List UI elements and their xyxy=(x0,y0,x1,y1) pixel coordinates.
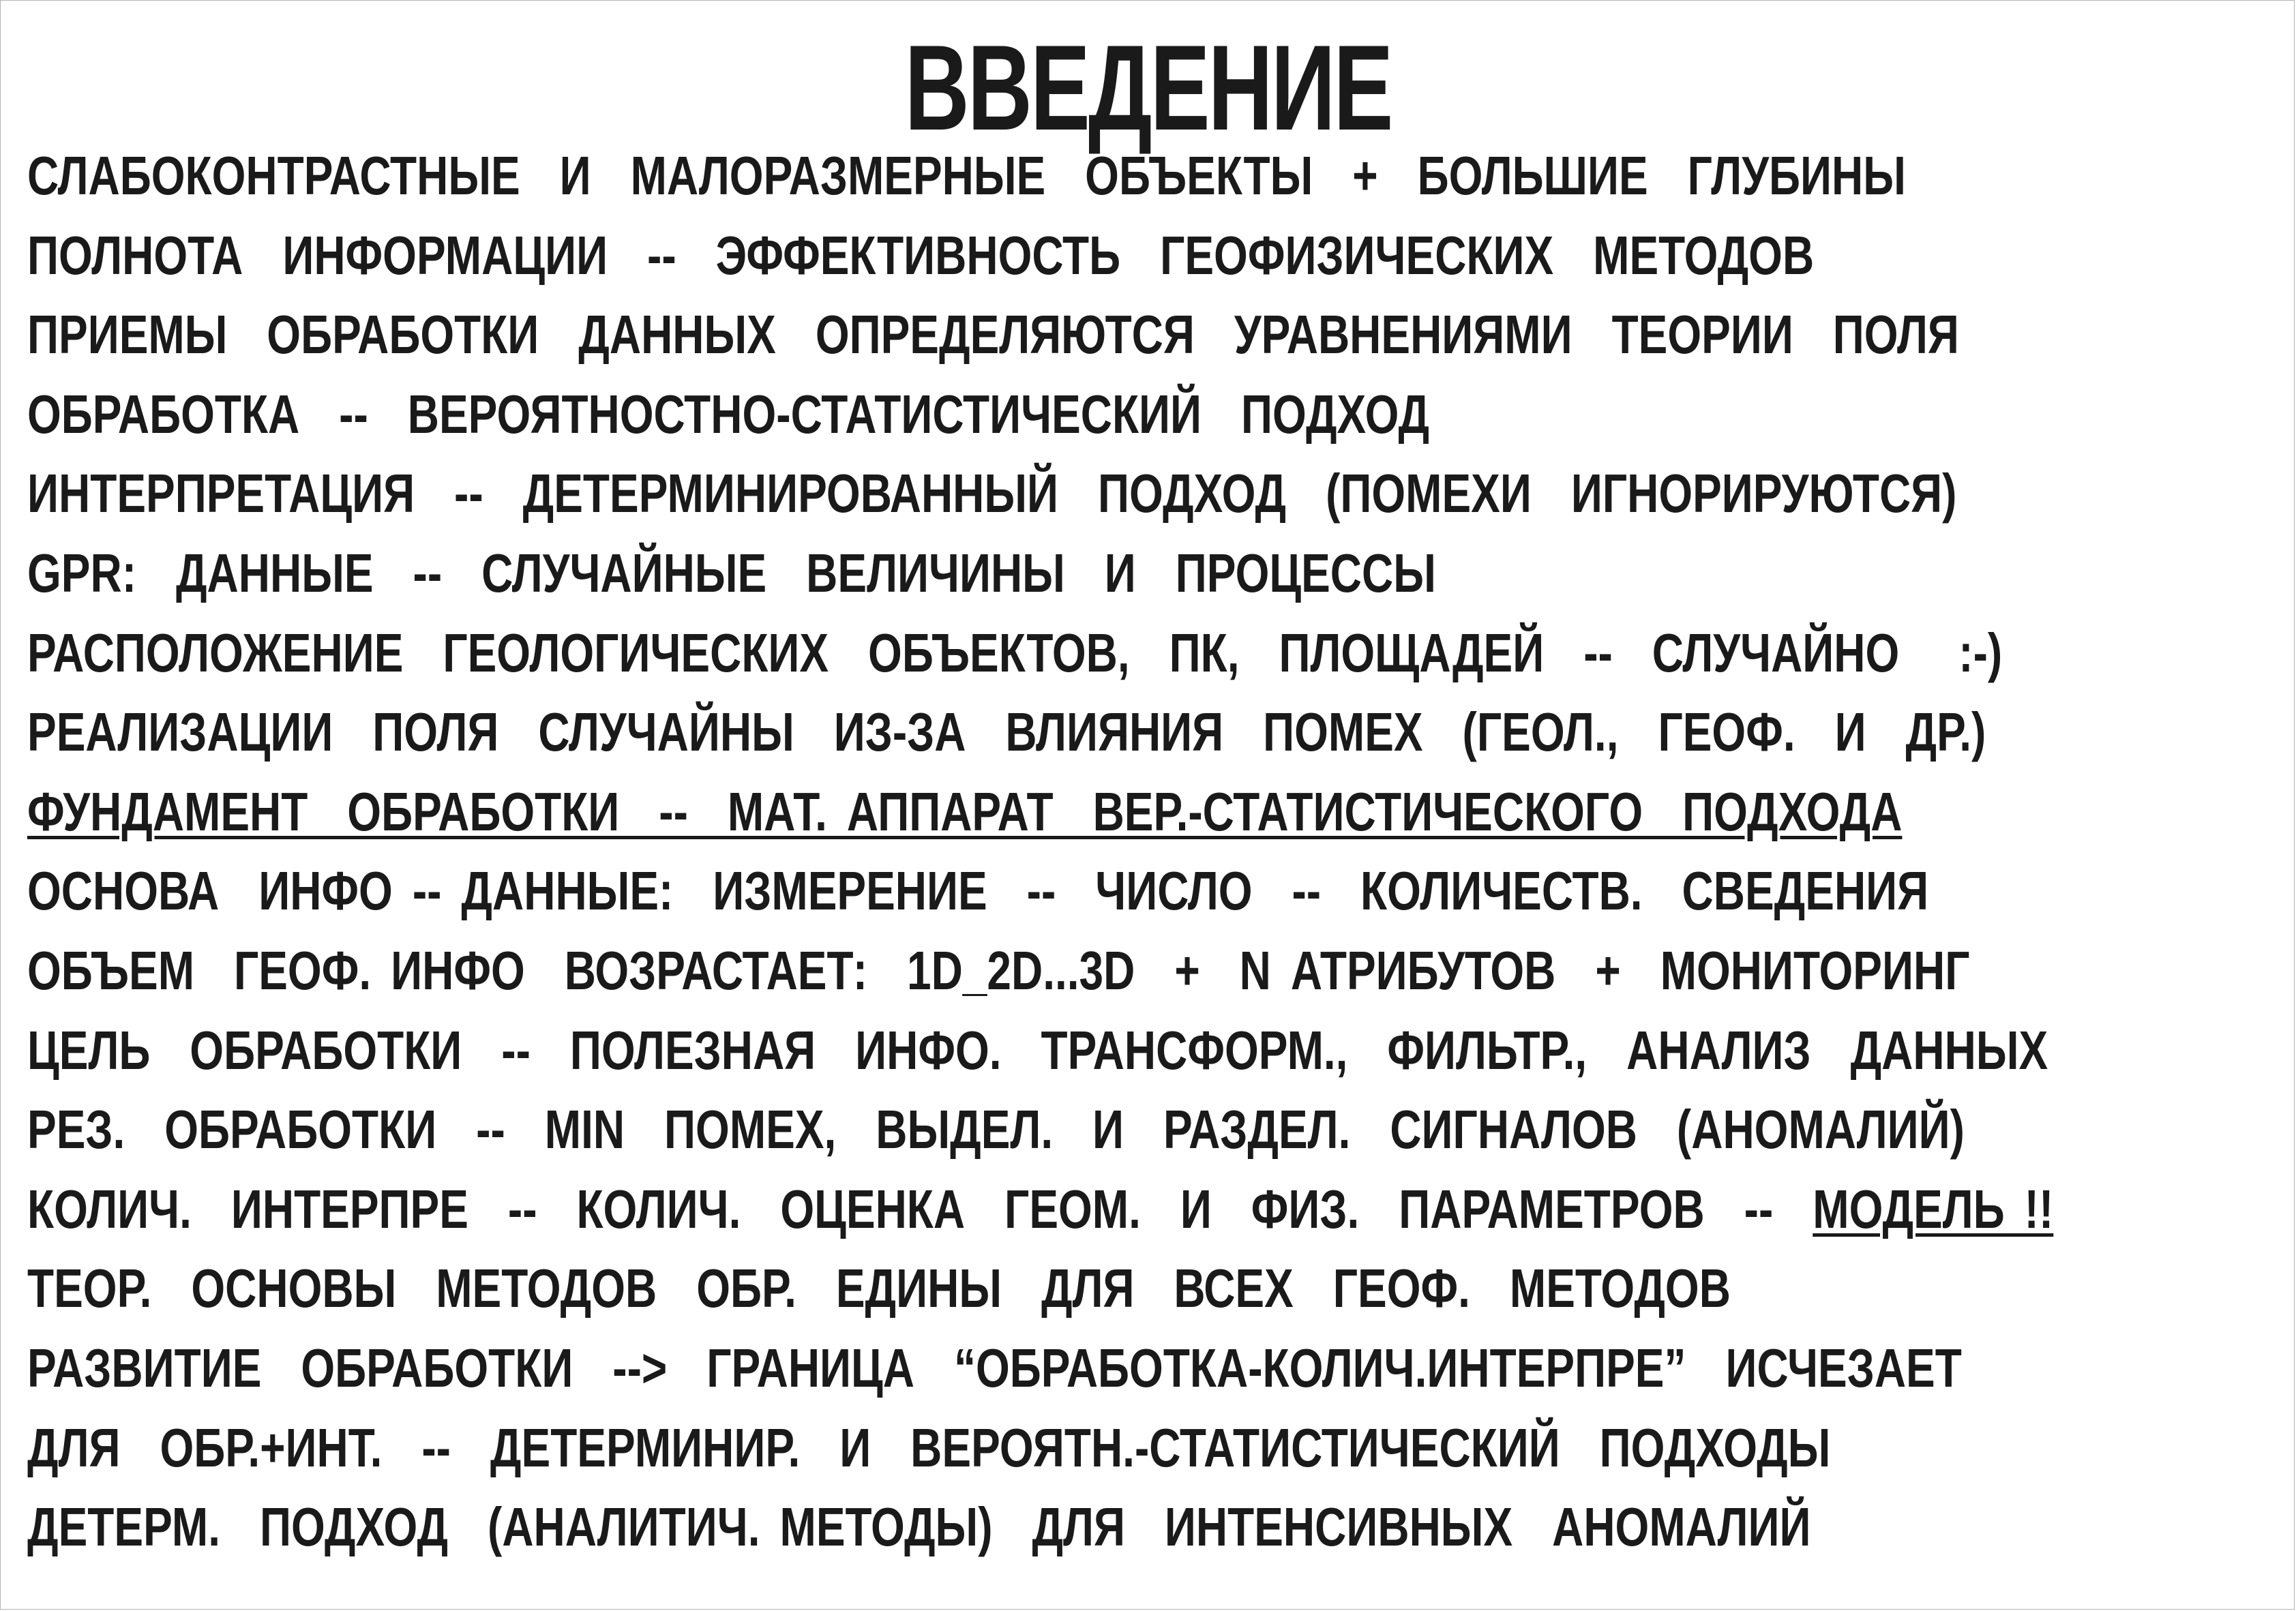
text-line xyxy=(27,852,2291,931)
text-line xyxy=(27,375,2291,455)
text-line xyxy=(27,295,2291,375)
model-emphasis: МОДЕЛЬ !! xyxy=(1813,1178,2054,1239)
text-line xyxy=(27,454,2291,534)
text-line xyxy=(27,1249,2291,1329)
line-text: КОЛИЧ. ИНТЕРПРЕ -- КОЛИЧ. ОЦЕНКА ГЕОМ. И ФИЗ. ПАРАМЕТРОВ -- xyxy=(27,1178,1813,1239)
text-line xyxy=(27,1011,2291,1091)
line-text: ЦЕЛЬ ОБРАБОТКИ -- ПОЛЕЗНАЯ ИНФО. ТРАНСФОРМ., ФИЛЬТР., АНАЛИЗ ДАННЫХ xyxy=(27,1019,2048,1081)
text-line xyxy=(27,614,2291,693)
text-line xyxy=(27,693,2291,772)
line-text: ОБРАБОТКА -- ВЕРОЯТНОСТНО-СТАТИСТИЧЕСКИЙ ПОДХОД xyxy=(27,383,1430,445)
line-text: GPR: ДАННЫЕ -- СЛУЧАЙНЫЕ ВЕЛИЧИНЫ И ПРОЦЕССЫ xyxy=(27,542,1436,603)
line-text: ПРИЕМЫ ОБРАБОТКИ ДАННЫХ ОПРЕДЕЛЯЮТСЯ УРАВНЕНИЯМИ ТЕОРИИ ПОЛЯ xyxy=(27,304,1959,365)
line-text: ОСНОВА ИНФО -- ДАННЫЕ: ИЗМЕРЕНИЕ -- ЧИСЛО -- КОЛИЧЕСТВ. СВЕДЕНИЯ xyxy=(27,860,1929,922)
text-line xyxy=(27,1170,2291,1250)
line-text: РЕАЛИЗАЦИИ ПОЛЯ СЛУЧАЙНЫ ИЗ-ЗА ВЛИЯНИЯ ПОМЕХ (ГЕОЛ., ГЕОФ. И ДР.) xyxy=(27,702,1986,763)
line-text: ИНТЕРПРЕТАЦИЯ -- ДЕТЕРМИНИРОВАННЫЙ ПОДХОД (ПОМЕХИ ИГНОРИРУЮТСЯ) xyxy=(27,463,1957,524)
text-line xyxy=(27,216,2291,296)
text-line xyxy=(27,136,2291,216)
text-line xyxy=(27,534,2291,614)
line-text: РАЗВИТИЕ ОБРАБОТКИ --> ГРАНИЦА “ОБРАБОТКА-КОЛИЧ.ИНТЕРПРЕ” ИСЧЕЗАЕТ xyxy=(27,1337,1962,1398)
line-text: ПОЛНОТА ИНФОРМАЦИИ -- ЭФФЕКТИВНОСТЬ ГЕОФИЗИЧЕСКИХ МЕТОДОВ xyxy=(27,224,1815,286)
line-text: ОБЪЕМ ГЕОФ. ИНФО ВОЗРАСТАЕТ: 1D_2D...3D + N АТРИБУТОВ + МОНИТОРИНГ xyxy=(27,939,1970,1001)
text-line-underlined xyxy=(27,772,2291,852)
text-line xyxy=(27,1329,2291,1409)
line-text: СЛАБОКОНТРАСТНЫЕ И МАЛОРАЗМЕРНЫЕ ОБЪЕКТЫ + БОЛЬШИЕ ГЛУБИНЫ xyxy=(27,145,1906,206)
line-text-underlined: ФУНДАМЕНТ ОБРАБОТКИ -- МАТ. АППАРАТ ВЕР.-СТАТИСТИЧЕСКОГО ПОДХОДА xyxy=(27,781,1903,842)
line-text: ТЕОР. ОСНОВЫ МЕТОДОВ ОБР. ЕДИНЫ ДЛЯ ВСЕХ ГЕОФ. МЕТОДОВ xyxy=(27,1258,1731,1319)
line-text: РАСПОЛОЖЕНИЕ ГЕОЛОГИЧЕСКИХ ОБЪЕКТОВ, ПК, ПЛОЩАДЕЙ -- СЛУЧАЙНО :-) xyxy=(27,622,2003,683)
bullet-list xyxy=(27,136,2291,1567)
text-line xyxy=(27,1090,2291,1170)
line-text-with-emphasis xyxy=(27,1170,2053,1249)
slide-title: ВВЕДЕНИЕ xyxy=(904,20,1392,155)
line-text: РЕЗ. ОБРАБОТКИ -- MIN ПОМЕХ, ВЫДЕЛ. И РАЗДЕЛ. СИГНАЛОВ (АНОМАЛИЙ) xyxy=(27,1099,1965,1160)
text-line xyxy=(27,931,2291,1011)
text-line xyxy=(27,1409,2291,1488)
line-text: ДЛЯ ОБР.+ИНТ. -- ДЕТЕРМИНИР. И ВЕРОЯТН.-СТАТИСТИЧЕСКИЙ ПОДХОДЫ xyxy=(27,1417,1831,1478)
line-text: ДЕТЕРМ. ПОДХОД (АНАЛИТИЧ. МЕТОДЫ) ДЛЯ ИНТЕНСИВНЫХ АНОМАЛИЙ xyxy=(27,1496,1811,1558)
text-line xyxy=(27,1488,2291,1567)
